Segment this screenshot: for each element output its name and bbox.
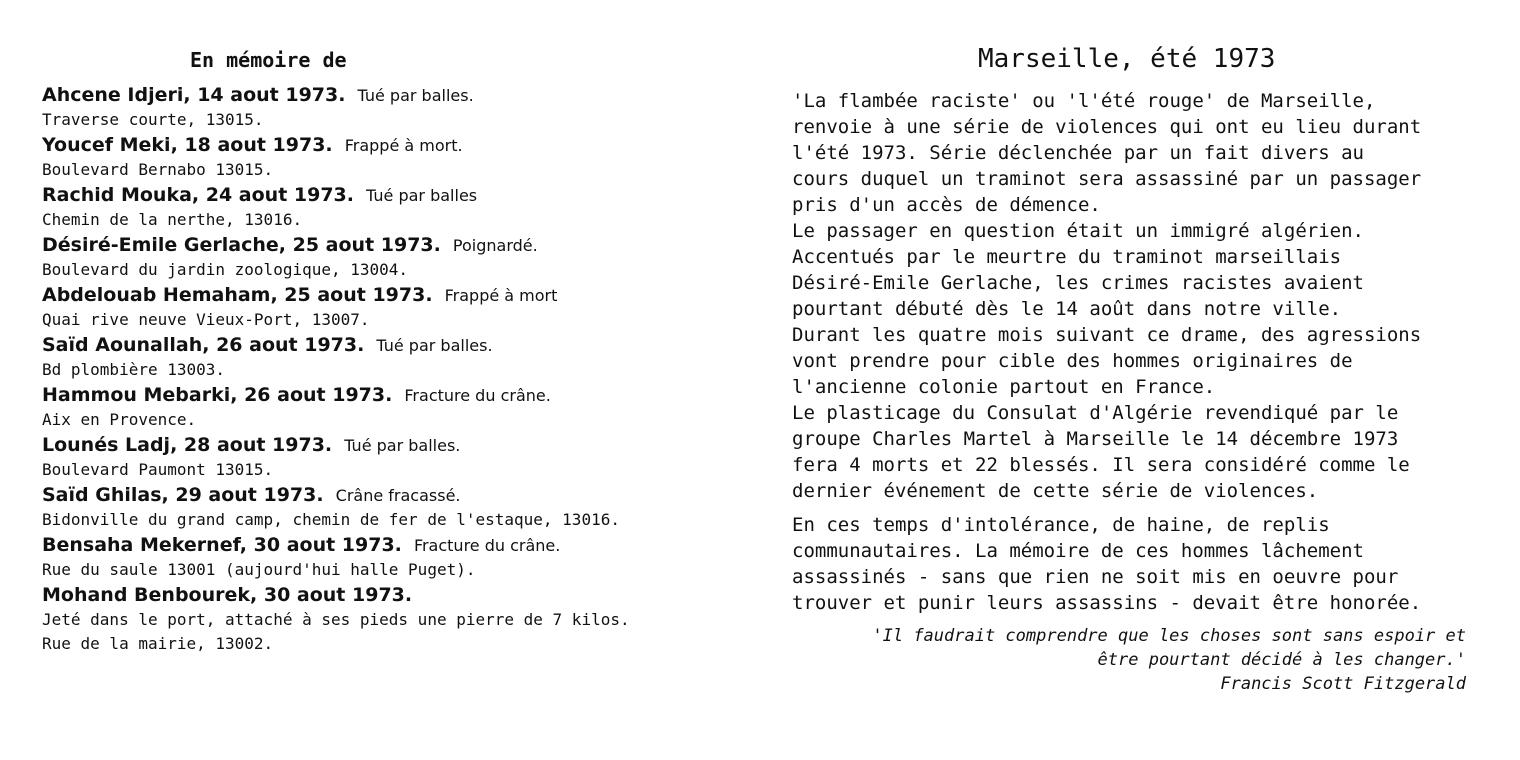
victim-place: Bidonville du grand camp, chemin de fer de l'estaque, 13016. (42, 510, 620, 529)
history-line: cours duquel un traminot sera assassiné par un passager (792, 168, 1422, 190)
victim-heading (42, 582, 742, 608)
victim-name: Ahcene Idjeri, 14 aout 1973. (42, 84, 346, 106)
history-line: En ces temps d'intolérance, de haine, de replis (792, 514, 1330, 536)
history-line: Le plasticage du Consulat d'Algérie revendiqué par le (792, 402, 1399, 424)
victim-cause: Crâne fracassé. (335, 486, 461, 505)
history-line: dernier événement de cette série de violences. (792, 480, 1319, 502)
victim-name: Lounés Ladj, 28 aout 1973. (42, 434, 333, 456)
history-paragraph (792, 88, 1482, 504)
victim-cause: Poignardé. (452, 236, 538, 255)
victim-heading (42, 482, 742, 508)
victim-entry (42, 232, 742, 282)
history-column (792, 44, 1482, 616)
victim-place: Jeté dans le port, attaché à ses pieds une pierre de 7 kilos. (42, 610, 630, 629)
victim-place: Chemin de la nerthe, 13016. (42, 210, 303, 229)
history-line: Désiré-Emile Gerlache, les crimes racistes avaient (792, 272, 1364, 294)
victim-heading (42, 132, 742, 158)
victim-place: Bd plombière 13003. (42, 360, 226, 379)
history-line: renvoie à une série de violences qui ont eu lieu durant (792, 116, 1422, 138)
history-line: fera 4 morts et 22 blessés. Il sera considéré comme le (792, 454, 1410, 476)
history-text (792, 88, 1482, 616)
victim-entry (42, 282, 742, 332)
victim-heading (42, 532, 742, 558)
victim-entry (42, 482, 742, 532)
victim-name: Hammou Mebarki, 26 aout 1973. (42, 384, 393, 406)
memorial-list-column (42, 48, 742, 656)
history-line: assassinés - sans que rien ne soit mis en oeuvre pour (792, 566, 1399, 588)
victim-entry (42, 382, 742, 432)
history-line: groupe Charles Martel à Marseille le 14 décembre 1973 (792, 428, 1399, 450)
victim-name: Mohand Benbourek, 30 aout 1973. (42, 584, 413, 606)
victim-place: Rue du saule 13001 (aujourd'hui halle Puget). (42, 560, 476, 579)
victim-heading (42, 382, 742, 408)
victim-cause: Fracture du crâne. (413, 536, 561, 555)
quote-text (872, 624, 1466, 672)
victim-entry (42, 432, 742, 482)
victim-heading (42, 232, 742, 258)
history-paragraph (792, 512, 1482, 616)
memorial-list-title: En mémoire de (190, 48, 347, 72)
victim-cause: Frappé à mort. (344, 136, 463, 155)
history-line: l'été 1973. Série déclenchée par un fait divers au (792, 142, 1364, 164)
victim-heading (42, 282, 742, 308)
victim-cause: Tué par balles. (376, 336, 493, 355)
victim-place: Quai rive neuve Vieux-Port, 13007. (42, 310, 370, 329)
victim-place: Traverse courte, 13015. (42, 110, 264, 129)
victim-cause: Tué par balles. (344, 436, 461, 455)
victim-entry (42, 582, 742, 656)
history-line: vont prendre pour cible des hommes originaires de (792, 350, 1353, 372)
victim-place: Boulevard Bernabo 13015. (42, 160, 274, 179)
history-line: Le passager en question était un immigré algérien. (792, 220, 1364, 242)
victim-entry (42, 532, 742, 582)
victim-entry (42, 332, 742, 382)
victim-heading (42, 82, 742, 108)
victim-heading (42, 432, 742, 458)
victim-place: Boulevard du jardin zoologique, 13004. (42, 260, 409, 279)
quote-author: Francis Scott Fitzgerald (1220, 674, 1466, 694)
history-line: 'La flambée raciste' ou 'l'été rouge' de Marseille, (792, 90, 1376, 112)
history-line: trouver et punir leurs assassins - devait être honorée. (792, 592, 1422, 614)
victim-place: Aix en Provence. (42, 410, 197, 429)
history-line: communautaires. La mémoire de ces hommes lâchement (792, 540, 1364, 562)
victim-heading (42, 332, 742, 358)
quote-block (872, 624, 1466, 696)
victim-entry (42, 82, 742, 132)
victim-list (42, 82, 742, 656)
victim-name: Rachid Mouka, 24 aout 1973. (42, 184, 354, 206)
victim-heading (42, 182, 742, 208)
victim-place: Rue de la mairie, 13002. (42, 634, 274, 653)
history-line: Durant les quatre mois suivant ce drame, des agressions (792, 324, 1422, 346)
victim-name: Abdelouab Hemaham, 25 aout 1973. (42, 284, 433, 306)
victim-cause: Tué par balles. (357, 86, 474, 105)
history-line: pris d'un accès de démence. (792, 194, 1101, 216)
victim-name: Saïd Ghilas, 29 aout 1973. (42, 484, 324, 506)
victim-entry (42, 182, 742, 232)
victim-name: Désiré-Emile Gerlache, 25 aout 1973. (42, 234, 441, 256)
victim-cause: Fracture du crâne. (404, 386, 551, 405)
victim-name: Saïd Aounallah, 26 aout 1973. (42, 334, 365, 356)
victim-cause: Frappé à mort (444, 286, 558, 305)
history-title: Marseille, été 1973 (978, 44, 1276, 74)
victim-place: Boulevard Paumont 13015. (42, 460, 274, 479)
history-line: l'ancienne colonie partout en France. (792, 376, 1216, 398)
victim-name: Bensaha Mekernef, 30 aout 1973. (42, 534, 402, 556)
victim-name: Youcef Meki, 18 aout 1973. (42, 134, 333, 156)
history-line: pourtant débuté dès le 14 août dans notre ville. (792, 298, 1342, 320)
victim-entry (42, 132, 742, 182)
victim-cause: Tué par balles (366, 186, 478, 205)
quote-line: 'Il faudrait comprendre que les choses sont sans espoir et (872, 626, 1466, 646)
history-line: Accentués par le meurtre du traminot marseillais (792, 246, 1342, 268)
quote-line: être pourtant décidé à les changer.' (1097, 650, 1466, 670)
